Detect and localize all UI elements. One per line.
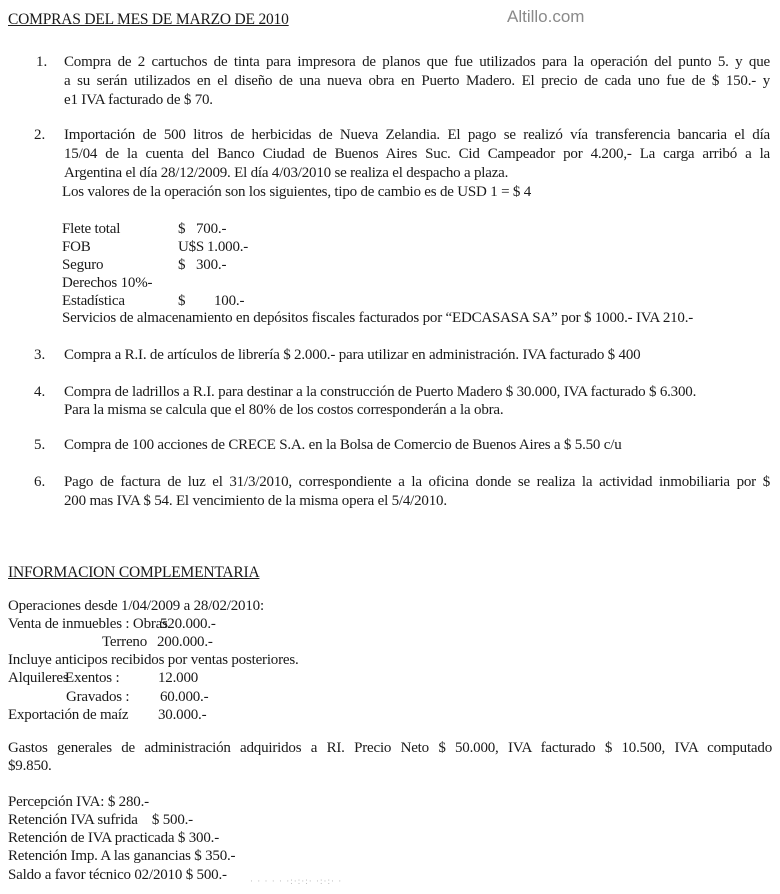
item-1-line: a su serán utilizados en el diseño de una nueva obra en Puerto Madero. El precio de cada uno fue de $ 150.- y xyxy=(64,73,770,89)
table-currency: $ xyxy=(178,221,186,237)
item-1-line: Compra de 2 cartuchos de tinta para impresora de planos que fue utilizados para la operación del punto 5. y que xyxy=(64,54,770,70)
retencion-line: Retención Imp. A las ganancias $ 350.- xyxy=(8,848,236,864)
period-text: Operaciones desde 1/04/2009 a 28/02/2010: xyxy=(8,598,264,614)
venta-obras-value: 520.000.- xyxy=(160,616,216,632)
item-1-line: e1 IVA facturado de $ 70. xyxy=(64,92,213,108)
table-currency: U$S xyxy=(178,239,205,255)
gravados-label: Gravados : xyxy=(66,689,130,705)
item-5-line: Compra de 100 acciones de CRECE S.A. en la Bolsa de Comercio de Buenos Aires a $ 5.50 c/u xyxy=(64,437,622,453)
table-label: FOB xyxy=(62,239,91,255)
item-6-line: 200 mas IVA $ 54. El vencimiento de la misma opera el 5/4/2010. xyxy=(64,493,447,509)
table-value: 700.- xyxy=(196,221,227,237)
table-value: 300.- xyxy=(196,257,227,273)
table-value: 100.- xyxy=(214,293,245,309)
table-label: Estadística xyxy=(62,293,125,309)
table-label: Flete total xyxy=(62,221,121,237)
gravados-value: 60.000.- xyxy=(160,689,209,705)
item-4-line: Compra de ladrillos a R.I. para destinar a la construcción de Puerto Madero $ 30.000, IVA facturado $ 6.300. xyxy=(64,384,697,400)
terreno-label: Terreno xyxy=(102,634,148,650)
item-4-line: Para la misma se calcula que el 80% de los costos corresponderán a la obra. xyxy=(64,402,504,418)
item-number: 1. xyxy=(36,54,48,70)
retencion-line: Retención IVA sufrida $ 500.- xyxy=(8,812,193,828)
item-2-line: 15/04 de la cuenta del Banco Ciudad de Buenos Aires Suc. Cid Campeador por 4.200,- La carga arribó a la xyxy=(64,146,770,162)
alquileres-label: Alquileres xyxy=(8,670,69,686)
table-label: Seguro xyxy=(62,257,104,273)
table-currency: $ xyxy=(178,293,186,309)
export-value: 30.000.- xyxy=(158,707,207,723)
item-number: 4. xyxy=(34,384,46,400)
exentos-label: Exentos : xyxy=(65,670,120,686)
retencion-line: Percepción IVA: $ 280.- xyxy=(8,794,149,810)
retencion-line: Saldo a favor técnico 02/2010 $ 500.- xyxy=(8,867,227,883)
scan-noise: · · · · · ·:·:·:· ·:·:· · xyxy=(250,876,343,886)
item-2-line: Argentina el día 28/12/2009. El día 4/03/2010 se realiza el despacho a plaza. xyxy=(64,165,509,181)
item-2-extra: Servicios de almacenamiento en depósitos fiscales facturados por “EDCASASA SA” por $ 1000.- IVA 210.- xyxy=(62,310,694,326)
section-title-compras: COMPRAS DEL MES DE MARZO DE 2010 xyxy=(8,11,289,28)
item-3-line: Compra a R.I. de artículos de librería $ 2.000.- para utilizar en administración. IVA facturado $ 400 xyxy=(64,347,641,363)
terreno-value: 200.000.- xyxy=(157,634,213,650)
item-6-line: Pago de factura de luz el 31/3/2010, correspondiente a la oficina donde se realiza la actividad inmobiliaria por $ xyxy=(64,474,770,490)
watermark: Altillo.com xyxy=(507,7,585,26)
retencion-line: Retención de IVA practicada $ 300.- xyxy=(8,830,219,846)
gastos-line: Gastos generales de administración adquiridos a RI. Precio Neto $ 50.000, IVA facturado $ 10.500, IVA computado xyxy=(8,740,772,756)
item-2-line: Importación de 500 litros de herbicidas de Nueva Zelandia. El pago se realizó vía transferencia bancaria el día xyxy=(64,127,770,143)
anticipos-text: Incluye anticipos recibidos por ventas posteriores. xyxy=(8,652,299,668)
table-value: 1.000.- xyxy=(207,239,249,255)
export-label: Exportación de maíz xyxy=(8,707,129,723)
item-2-line: Los valores de la operación son los siguientes, tipo de cambio es de USD 1 = $ 4 xyxy=(62,184,532,200)
table-currency: $ xyxy=(178,257,186,273)
venta-label: Venta de inmuebles : Obras xyxy=(8,616,168,632)
item-number: 3. xyxy=(34,347,46,363)
gastos-line: $9.850. xyxy=(8,758,52,774)
section-title-info: INFORMACION COMPLEMENTARIA xyxy=(8,564,260,581)
exentos-value: 12.000 xyxy=(158,670,199,686)
item-number: 5. xyxy=(34,437,46,453)
item-number: 2. xyxy=(34,127,46,143)
item-number: 6. xyxy=(34,474,46,490)
table-label: Derechos 10%- xyxy=(62,275,153,291)
